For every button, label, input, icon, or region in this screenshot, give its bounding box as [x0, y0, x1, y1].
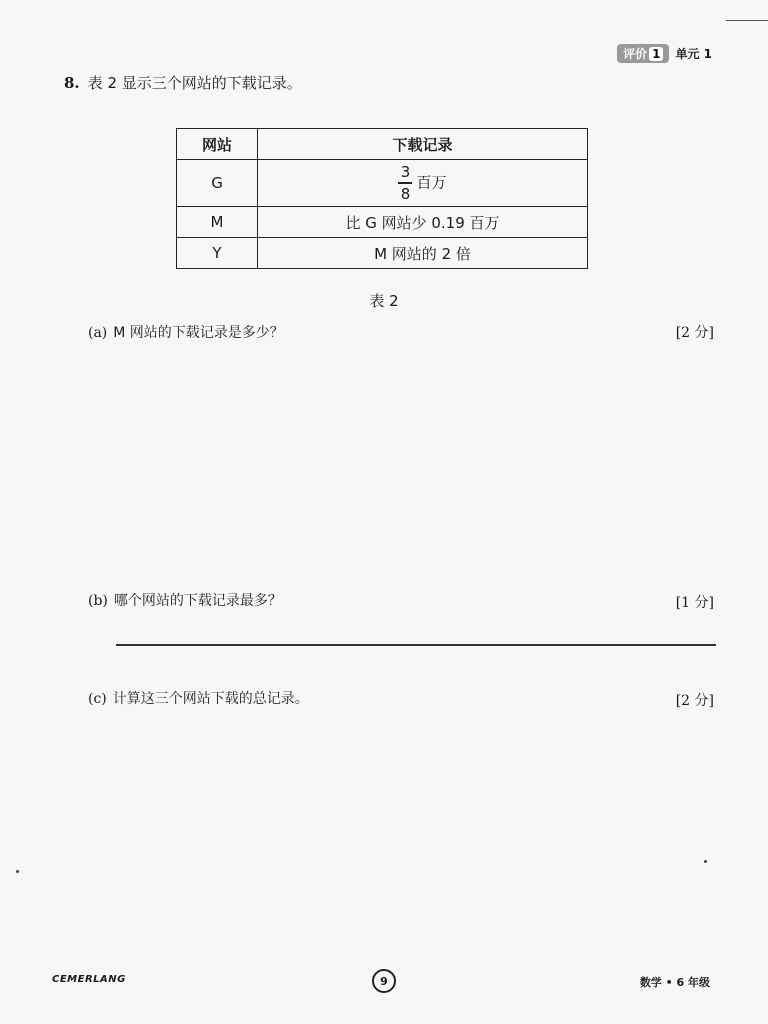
fraction-bar — [398, 182, 412, 184]
page-header — [617, 44, 712, 63]
part-label: (b) — [88, 593, 108, 609]
question-text: 表 2 显示三个网站的下载记录。 — [87, 74, 302, 92]
part-text: 哪个网站的下载记录最多？ — [113, 593, 282, 609]
question-heading — [64, 72, 302, 93]
part-c-marks: [2 分] — [675, 693, 714, 709]
assessment-number: 1 — [649, 47, 663, 61]
part-a-marks: [2 分] — [675, 325, 714, 341]
fraction-numerator: 3 — [400, 163, 411, 182]
page-number: 9 — [372, 969, 396, 993]
scan-speck — [16, 870, 19, 873]
part-a — [88, 322, 284, 342]
question-number: 8. — [64, 74, 80, 92]
table-cell-site: M — [177, 207, 258, 238]
answer-line[interactable] — [116, 644, 716, 646]
part-text: M 网站的下载记录是多少？ — [113, 325, 284, 341]
part-label: (a) — [88, 325, 108, 341]
part-label: (c) — [88, 691, 107, 707]
record-unit: 百万 — [416, 173, 447, 192]
table-cell-site: G — [177, 160, 258, 207]
table-cell-record — [258, 160, 588, 207]
table-row — [177, 238, 588, 269]
publisher-logo: CEMERLANG — [52, 974, 126, 985]
table-cell-record: M 网站的 2 倍 — [258, 238, 588, 269]
download-table — [176, 128, 588, 269]
subject-grade: 数学 • 6 年级 — [639, 976, 710, 989]
part-c — [88, 688, 309, 708]
assessment-label: 评价 — [623, 47, 648, 61]
assessment-badge — [617, 44, 669, 63]
top-edge-line — [726, 20, 768, 21]
table-cell-site: Y — [177, 238, 258, 269]
table-row — [177, 160, 588, 207]
part-b — [88, 590, 282, 610]
part-text: 计算这三个网站下载的总记录。 — [112, 691, 309, 707]
fraction — [398, 164, 412, 202]
table-cell-record: 比 G 网站少 0.19 百万 — [258, 207, 588, 238]
table-caption: 表 2 — [369, 292, 399, 310]
table-header-site: 网站 — [177, 129, 258, 160]
table-header-row — [177, 129, 588, 160]
part-b-marks: [1 分] — [675, 595, 714, 611]
table-header-record: 下载记录 — [258, 129, 588, 160]
scan-speck — [704, 860, 707, 863]
table-row — [177, 207, 588, 238]
unit-label: 单元 1 — [675, 47, 712, 61]
fraction-denominator: 8 — [400, 184, 411, 203]
